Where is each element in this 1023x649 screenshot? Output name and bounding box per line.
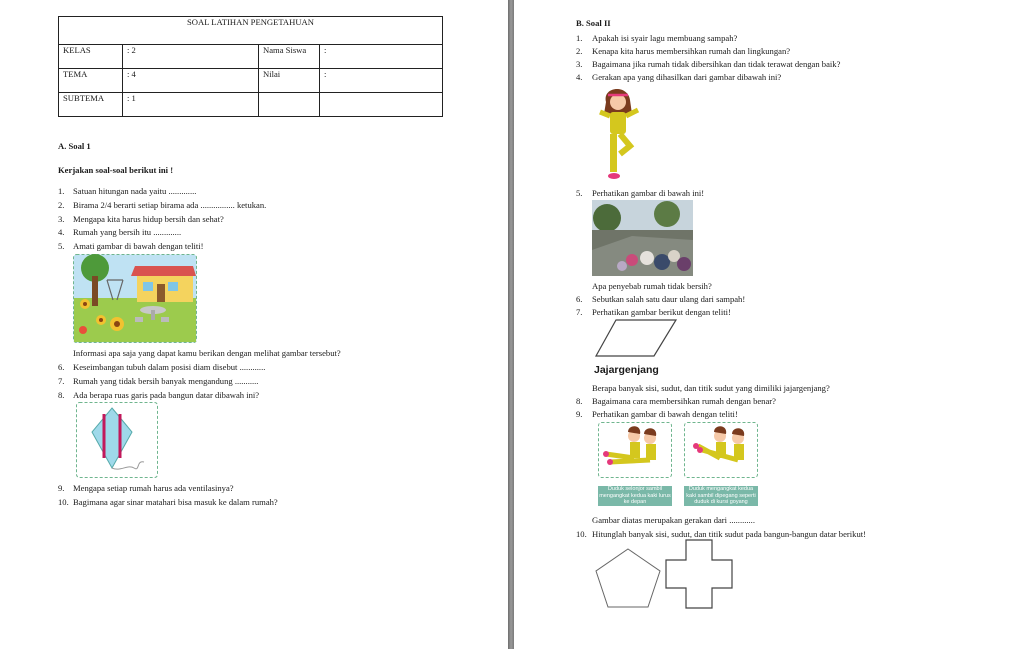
question-text: Perhatikan gambar di bawah dengan teliti!	[592, 409, 738, 419]
empty-cell	[259, 93, 320, 117]
caption-right: Duduk mengangkat kedua kaki sambil dipegang seperti duduk di kursi goyang	[684, 486, 758, 506]
question-number: 3.	[58, 214, 65, 224]
jajargenjang-label: Jajargenjang	[594, 364, 659, 376]
tema-label: TEMA	[59, 69, 123, 93]
question-text: Hitunglah banyak sisi, sudut, dan titik sudut pada bangun-bangun datar berikut!	[592, 529, 866, 539]
question-text: Rumah yang tidak bersih banyak mengandung ...........	[73, 376, 259, 386]
question-number: 5.	[58, 241, 65, 251]
nilai-label: Nilai	[259, 69, 320, 93]
nama-siswa-label: Nama Siswa	[259, 45, 320, 69]
question-number: 10.	[576, 529, 587, 539]
question-number: 2.	[58, 200, 65, 210]
question-text: Gerakan apa yang dihasilkan dari gambar dibawah ini?	[592, 72, 782, 82]
question-text: Berapa banyak sisi, sudut, dan titik sudut yang dimiliki jajargenjang?	[592, 383, 830, 393]
question-number: 8.	[58, 390, 65, 400]
kelas-value: : 2	[123, 45, 259, 69]
question-number: 6.	[58, 362, 65, 372]
kelas-label: KELAS	[59, 45, 123, 69]
question-number: 4.	[576, 72, 583, 82]
nama-siswa-value: :	[320, 45, 443, 69]
question-text: Amati gambar di bawah dengan teliti!	[73, 241, 204, 251]
question-text: Mengapa setiap rumah harus ada ventilasinya?	[73, 483, 234, 493]
section-a-title: A. Soal 1	[58, 141, 91, 151]
question-text: Perhatikan gambar di bawah ini!	[592, 188, 705, 198]
trash-street-photo	[592, 200, 693, 276]
page-left	[0, 0, 508, 649]
question-text: Sebutkan salah satu daur ulang dari sampah!	[592, 294, 746, 304]
girl-exercise-image	[594, 84, 644, 184]
empty-cell	[320, 93, 443, 117]
section-b-title: B. Soal II	[576, 18, 611, 28]
question-text: Informasi apa saja yang dapat kamu berikan dengan melihat gambar tersebut?	[73, 348, 341, 358]
question-number: 1.	[58, 186, 65, 196]
section-a-instruction: Kerjakan soal-soal berikut ini !	[58, 165, 174, 175]
question-number: 10.	[58, 497, 69, 507]
caption-left: Duduk selonjor sambil mengangkat kedua kaki lurus ke depan	[599, 486, 671, 505]
question-number: 2.	[576, 46, 583, 56]
question-text: Mengapa kita harus hidup bersih dan sehat?	[73, 214, 224, 224]
question-number: 4.	[58, 227, 65, 237]
kite-image	[76, 402, 158, 478]
garden-house-image	[73, 254, 197, 343]
sitting-exercise-image-left	[598, 422, 672, 478]
parallelogram-shape	[594, 318, 678, 358]
page-right	[514, 0, 1023, 649]
tema-value: : 4	[123, 69, 259, 93]
question-text: Bagimana agar sinar matahari bisa masuk ke dalam rumah?	[73, 497, 278, 507]
question-number: 6.	[576, 294, 583, 304]
question-number: 7.	[58, 376, 65, 386]
sitting-exercise-image-right	[684, 422, 758, 478]
pentagon-shape	[592, 545, 664, 611]
question-number: 9.	[576, 409, 583, 419]
cross-shape	[664, 538, 734, 610]
question-text: Keseimbangan tubuh dalam posisi diam disebut ............	[73, 362, 266, 372]
question-text: Birama 2/4 berarti setiap birama ada ................ ketukan.	[73, 200, 267, 210]
question-number: 3.	[576, 59, 583, 69]
question-text: Kenapa kita harus membersihkan rumah dan lingkungan?	[592, 46, 791, 56]
question-text: Ada berapa ruas garis pada bangun datar dibawah ini?	[73, 390, 260, 400]
header-table	[58, 16, 443, 117]
question-text: Perhatikan gambar berikut dengan teliti!	[592, 307, 731, 317]
nilai-value: :	[320, 69, 443, 93]
question-text: Apa penyebab rumah tidak bersih?	[592, 281, 712, 291]
question-number: 8.	[576, 396, 583, 406]
question-number: 5.	[576, 188, 583, 198]
question-text: Satuan hitungan nada yaitu .............	[73, 186, 197, 196]
subtema-label: SUBTEMA	[59, 93, 123, 117]
question-text: Rumah yang bersih itu .............	[73, 227, 182, 237]
question-text: Apakah isi syair lagu membuang sampah?	[592, 33, 738, 43]
question-text: Bagaimana jika rumah tidak dibersihkan dan tidak terawat dengan baik?	[592, 59, 841, 69]
question-text: Bagaimana cara membersihkan rumah dengan benar?	[592, 396, 776, 406]
subtema-value: : 1	[123, 93, 259, 117]
question-text: Gambar diatas merupakan gerakan dari ............	[592, 515, 755, 525]
question-number: 1.	[576, 33, 583, 43]
header-title: SOAL LATIHAN PENGETAHUAN	[59, 17, 443, 45]
question-number: 9.	[58, 483, 65, 493]
question-number: 7.	[576, 307, 583, 317]
